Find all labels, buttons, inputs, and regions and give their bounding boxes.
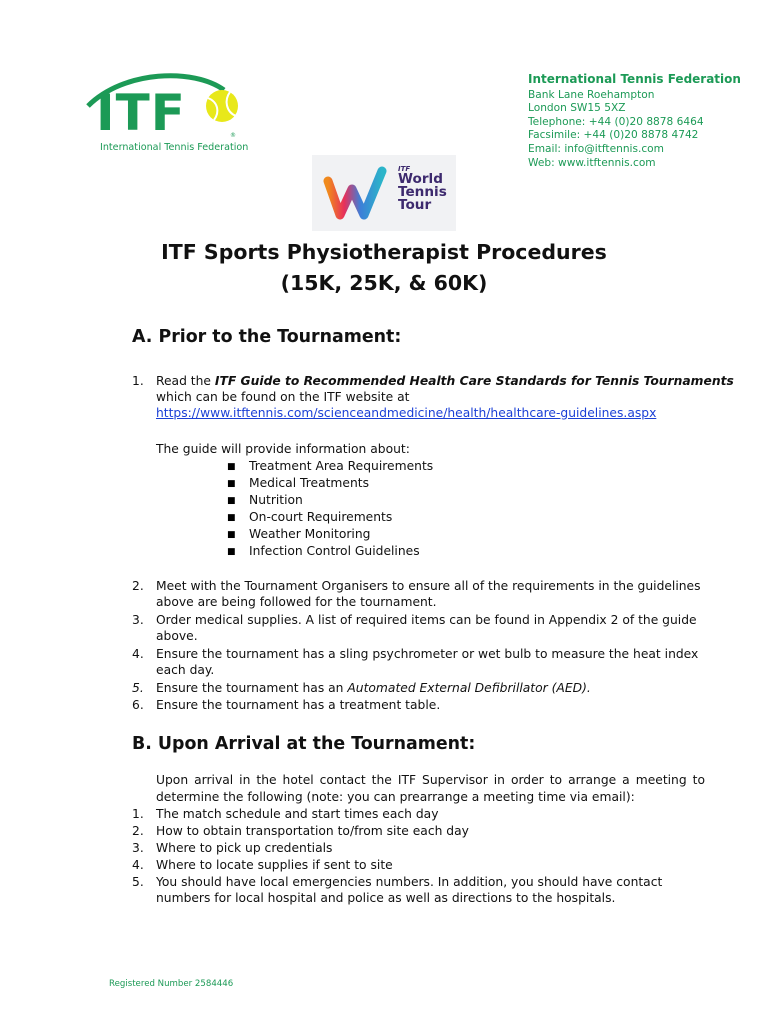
tennis-ball-icon	[206, 90, 238, 122]
logo-subtitle: International Tennis Federation	[100, 142, 249, 153]
bullet-item: Medical Treatments	[249, 476, 369, 490]
facsimile-line: Facsimile: +44 (0)20 8878 4742	[528, 129, 699, 142]
list-number: 6.	[132, 698, 144, 712]
list-number: 3.	[132, 613, 144, 627]
section-b-intro-line2: determine the following (note: you can prearrange a meeting time via email):	[156, 790, 635, 804]
text-span: Ensure the tournament has an	[156, 681, 348, 695]
list-item: The match schedule and start times each day	[156, 807, 439, 821]
itf-logo	[84, 72, 249, 158]
section-a-heading: A. Prior to the Tournament:	[132, 327, 402, 347]
bullet-item: Weather Monitoring	[249, 527, 371, 541]
list-item-6: Ensure the tournament has a treatment table.	[156, 698, 441, 712]
logo-letters: ITF	[96, 84, 186, 142]
text-span: Read the	[156, 374, 215, 388]
bullet-icon: ■	[227, 496, 236, 506]
list-number: 4.	[132, 647, 144, 661]
world-tennis-tour-logo	[312, 155, 456, 231]
bullet-item: On-court Requirements	[249, 510, 393, 524]
list-item-4-line2: each day.	[156, 663, 215, 677]
wtt-itf-prefix: ITF	[398, 165, 411, 173]
wtt-word-tour: Tour	[398, 197, 432, 213]
list-item-3-line2: above.	[156, 629, 198, 643]
list-number: 2.	[132, 824, 144, 838]
list-item-4-line1: Ensure the tournament has a sling psychrometer or wet bulb to measure the heat index	[156, 647, 699, 661]
guide-intro: The guide will provide information about:	[156, 442, 410, 456]
address-block	[528, 73, 741, 170]
list-item-1-line1	[156, 373, 734, 389]
aed-text: Automated External Defibrillator (AED).	[347, 681, 591, 695]
list-item-3-line1: Order medical supplies. A list of required items can be found in Appendix 2 of the guide	[156, 613, 697, 627]
telephone-line: Telephone: +44 (0)20 8878 6464	[528, 115, 704, 128]
list-item: Where to pick up credentials	[156, 841, 333, 855]
bullet-item: Infection Control Guidelines	[249, 544, 420, 558]
list-item: How to obtain transportation to/from site each day	[156, 824, 469, 838]
list-item-1-line2: which can be found on the ITF website at	[156, 390, 410, 404]
list-number: 1.	[132, 374, 144, 388]
bullet-icon: ■	[227, 547, 236, 557]
bullet-icon: ■	[227, 462, 236, 472]
bullet-item: Treatment Area Requirements	[249, 459, 434, 473]
section-b-heading: B. Upon Arrival at the Tournament:	[132, 734, 476, 754]
registered-number: Registered Number 2584446	[109, 979, 234, 989]
address-line: London SW15 5XZ	[528, 102, 626, 115]
wtt-w-mark-icon	[316, 155, 396, 231]
email-line: Email: info@itftennis.com	[528, 142, 664, 155]
list-number: 5.	[132, 875, 144, 889]
registered-mark: ®	[230, 132, 236, 139]
document-title: ITF Sports Physiotherapist Procedures	[161, 240, 607, 264]
address-line: Bank Lane Roehampton	[528, 88, 655, 101]
list-number: 1.	[132, 807, 144, 821]
guidelines-link-line	[156, 405, 656, 421]
list-item-2-line1: Meet with the Tournament Organisers to ensure all of the requirements in the guidelines	[156, 579, 701, 593]
bullet-item: Nutrition	[249, 493, 303, 507]
wtt-word-world: World	[398, 171, 443, 187]
list-item-2-line2: above are being followed for the tournament.	[156, 595, 437, 609]
list-item-5-line1: You should have local emergencies numbers. In addition, you should have contact	[156, 875, 663, 889]
list-number: 2.	[132, 579, 144, 593]
organization-name: International Tennis Federation	[528, 72, 741, 86]
guide-title: ITF Guide to Recommended Health Care Standards for Tennis Tournaments	[214, 374, 734, 388]
list-item: Where to locate supplies if sent to site	[156, 858, 393, 872]
document-subtitle: (15K, 25K, & 60K)	[280, 271, 488, 295]
list-number: 3.	[132, 841, 144, 855]
list-item-5-line2: numbers for local hospital and police as well as directions to the hospitals.	[156, 891, 616, 905]
guidelines-link[interactable]: https://www.itftennis.com/scienceandmedicine/health/healthcare-guidelines.aspx	[156, 406, 657, 420]
web-line: Web: www.itftennis.com	[528, 156, 656, 169]
list-number: 5.	[132, 681, 144, 695]
bullet-icon: ■	[227, 479, 236, 489]
bullet-icon: ■	[227, 513, 236, 523]
wtt-wordmark	[398, 173, 447, 212]
bullet-icon: ■	[227, 530, 236, 540]
list-item-5	[156, 680, 591, 696]
wtt-word-tennis: Tennis	[398, 184, 447, 200]
section-b-intro-line1: Upon arrival in the hotel contact the ITF Supervisor in order to arrange a meeting to	[156, 773, 705, 787]
list-number: 4.	[132, 858, 144, 872]
